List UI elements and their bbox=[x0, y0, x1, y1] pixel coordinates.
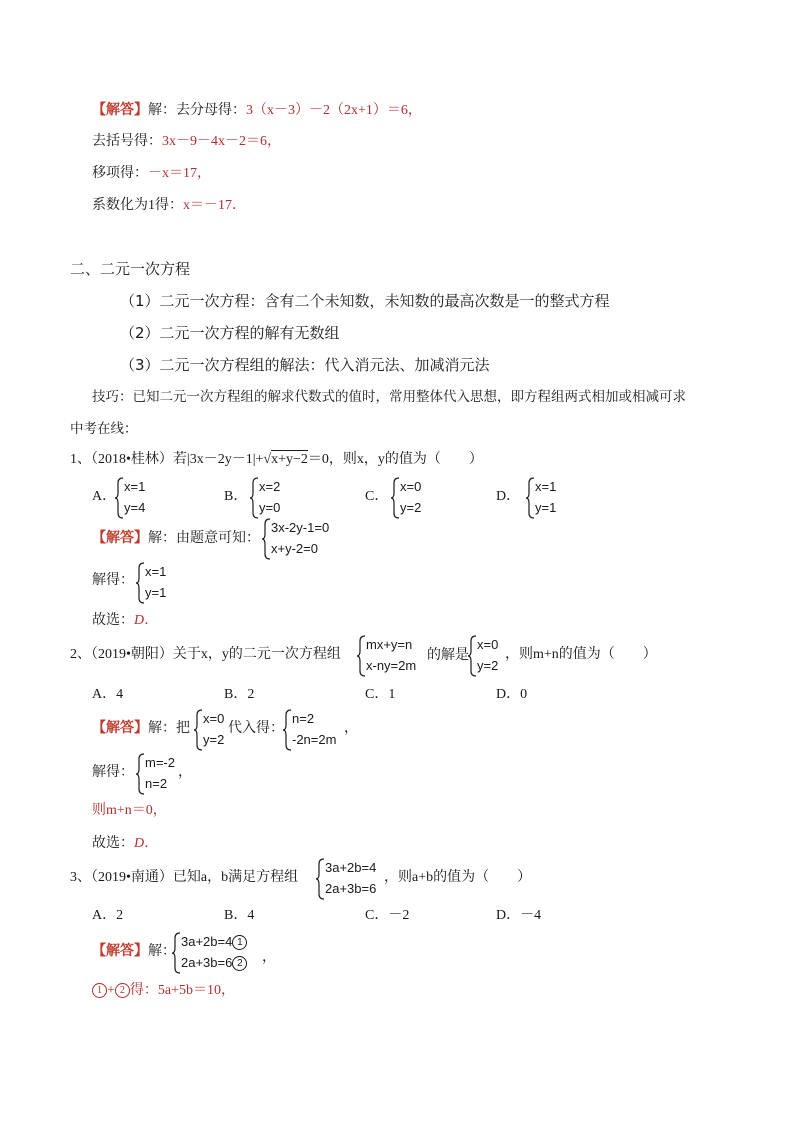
q2-stem-a: 2、（2019•朝阳）关于x，y的二元一次方程组 bbox=[70, 647, 341, 662]
q1-solution-system: x=1 y=1 bbox=[136, 562, 186, 604]
circled-number-2: 2 bbox=[115, 983, 130, 998]
brace-icon bbox=[172, 932, 181, 974]
ex0-line1: 【解答】解：去分母得：3（x－3）－2（2x+1）＝6， bbox=[92, 103, 422, 118]
sqrt-sign: √ bbox=[263, 452, 272, 467]
q1-option-c-system: x=0 y=2 bbox=[391, 477, 441, 519]
circled-number-1: 1 bbox=[232, 935, 247, 950]
q2-option-c: C．1 bbox=[365, 687, 396, 702]
q2-comma: ， bbox=[344, 720, 358, 736]
q2-solution-system: x=0 y=2 bbox=[468, 635, 512, 677]
q3-comma: ， bbox=[262, 949, 276, 965]
answer-tag: 【解答】 bbox=[92, 720, 148, 736]
q3-option-d: D．－4 bbox=[496, 908, 542, 923]
q1-option-b-system: x=2 y=0 bbox=[250, 477, 300, 519]
q2-option-a: A．4 bbox=[92, 687, 124, 702]
brace-icon bbox=[526, 477, 535, 519]
circled-number-1: 1 bbox=[92, 983, 107, 998]
question-source: （2018•桂林） bbox=[91, 452, 173, 467]
q3-stem-b: ，则a+b的值为（ ） bbox=[384, 870, 532, 885]
brace-icon bbox=[194, 709, 203, 751]
q2-choice: 故选：D． bbox=[92, 835, 159, 851]
q1-stem: 1、（2018•桂林）若|3x－2y－1|+√x+y−2＝0，则x，y的值为（ ） bbox=[70, 452, 483, 467]
q3-system: 3a+2b=4 2a+3b=6 bbox=[316, 858, 388, 900]
q2-stem-c: ，则m+n的值为（ ） bbox=[505, 647, 657, 662]
question-source: （2019•朝阳） bbox=[91, 647, 173, 662]
q1-option-a-system: x=1 y=4 bbox=[115, 477, 165, 519]
q2-option-d: D．0 bbox=[496, 687, 528, 702]
q1-answer-line: 【解答】解：由题意可知： bbox=[92, 530, 260, 546]
q2-solve-label: 解得： bbox=[92, 764, 134, 780]
q3-option-c: C．－2 bbox=[365, 908, 410, 923]
section-title: 二、二元一次方程 bbox=[70, 260, 191, 278]
q3-stem-a: 3、（2019•南通）已知a，b满足方程组 bbox=[70, 870, 299, 885]
sqrt-radicand: x+y−2 bbox=[271, 452, 308, 467]
brace-icon bbox=[316, 858, 325, 900]
q1-choice: 故选：D． bbox=[92, 612, 159, 628]
q3-option-b: B．4 bbox=[224, 908, 255, 923]
q2-then-line: 则m+n＝0， bbox=[92, 803, 167, 818]
circled-number-2: 2 bbox=[232, 956, 247, 971]
q1-option-d-system: x=1 y=1 bbox=[526, 477, 576, 519]
q2-answer-system-1: x=0 y=2 bbox=[194, 709, 234, 751]
q2-stem-b: 的解是 bbox=[427, 647, 469, 663]
brace-icon bbox=[391, 477, 400, 519]
q1-solve-label: 解得： bbox=[92, 572, 134, 588]
question-number: 1、 bbox=[70, 452, 91, 467]
q2-comma-2: ， bbox=[178, 764, 192, 780]
tip-text: 技巧：已知二元一次方程组的解求代数式的值时，常用整体代入思想，即方程组两式相加或相减可求 bbox=[92, 389, 686, 405]
brace-icon bbox=[357, 635, 366, 677]
answer-tag: 【解答】 bbox=[92, 530, 148, 546]
brace-icon bbox=[468, 635, 477, 677]
q3-answer-system: 3a+2b=4 1 2a+3b=6 2 bbox=[172, 932, 264, 974]
point-1: （1）二元一次方程：含有二个未知数，未知数的最高次数是一的整式方程 bbox=[120, 292, 610, 310]
q1-option-d-label: D． bbox=[496, 489, 521, 504]
exam-online-label: 中考在线： bbox=[70, 421, 138, 437]
brace-icon bbox=[115, 477, 124, 519]
brace-icon bbox=[136, 562, 145, 604]
question-source: （2019•南通） bbox=[91, 870, 173, 885]
point-3: （3）二元一次方程组的解法：代入消元法、加减消元法 bbox=[120, 356, 490, 374]
ex0-line2: 去括号得：3x－9－4x－2＝6， bbox=[92, 134, 281, 149]
q2-system: mx+y=n x-ny=2m bbox=[357, 635, 429, 677]
q1-answer-system: 3x-2y-1=0 x+y-2=0 bbox=[262, 518, 362, 560]
brace-icon bbox=[250, 477, 259, 519]
brace-icon bbox=[262, 518, 271, 560]
q2-result-system: m=-2 n=2 bbox=[136, 753, 186, 795]
question-number: 3、 bbox=[70, 870, 91, 885]
point-2: （2）二元一次方程的解有无数组 bbox=[120, 324, 340, 342]
q3-option-a: A．2 bbox=[92, 908, 124, 923]
q3-last-line: 1 + 2 得：5a+5b＝10， bbox=[92, 981, 235, 1001]
q2-substitute-text: 代入得： bbox=[228, 720, 284, 736]
brace-icon bbox=[283, 709, 292, 751]
q1-option-c-label: C． bbox=[365, 489, 389, 504]
ex0-line3: 移项得：－x＝17， bbox=[92, 166, 211, 181]
answer-tag: 【解答】 bbox=[92, 103, 148, 118]
q2-answer-system-2: n=2 -2n=2m bbox=[283, 709, 345, 751]
q2-option-b: B．2 bbox=[224, 687, 255, 702]
ex0-line4: 系数化为1得：x＝－17． bbox=[92, 198, 246, 213]
question-number: 2、 bbox=[70, 647, 91, 662]
brace-icon bbox=[136, 753, 145, 795]
q3-answer-line: 【解答】解： bbox=[92, 943, 176, 959]
answer-tag: 【解答】 bbox=[92, 943, 148, 959]
q1-option-b-label: B． bbox=[224, 489, 248, 504]
q2-answer-line: 【解答】解：把 bbox=[92, 720, 190, 736]
q1-option-a-label: A． bbox=[92, 489, 117, 504]
